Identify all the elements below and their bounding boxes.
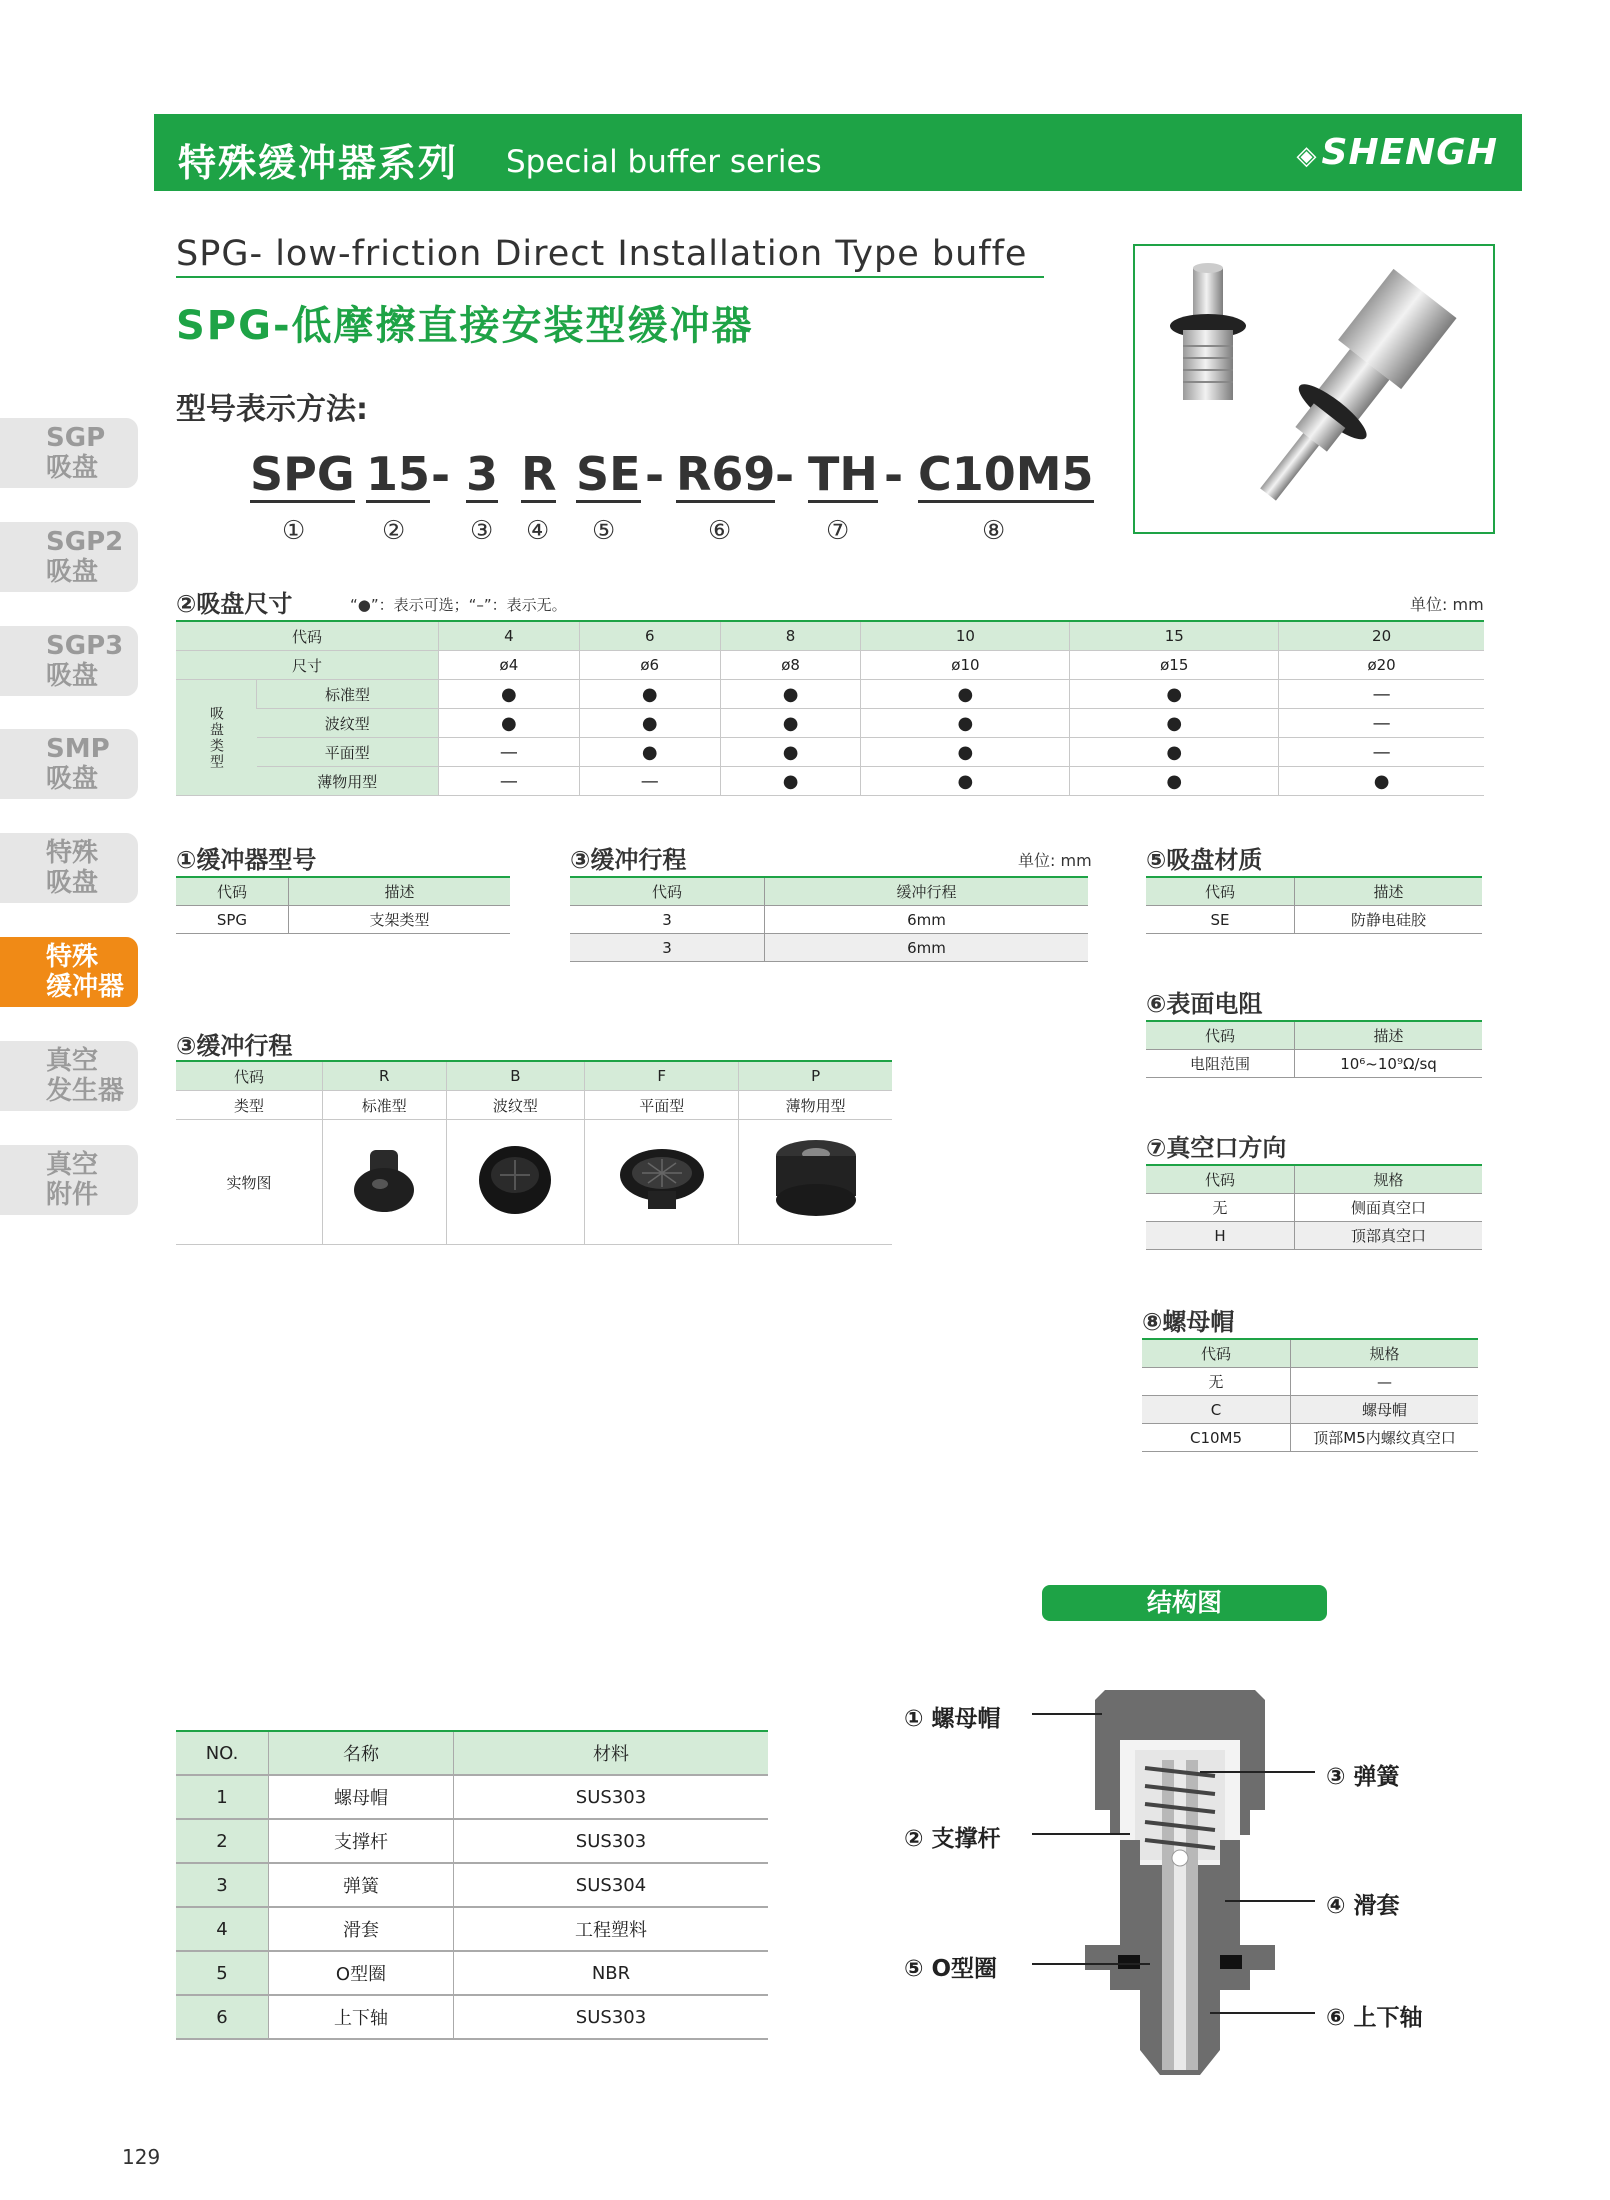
model-code-dash: - — [884, 448, 904, 502]
header-cell: 10 — [861, 621, 1070, 651]
table-cell: — — [439, 738, 580, 767]
table-row — [176, 1951, 768, 1995]
table-row — [176, 1775, 768, 1819]
table-cell: 弹簧 — [269, 1863, 454, 1907]
cup-type-table — [176, 1060, 892, 1245]
header-cell: 代码 — [176, 621, 439, 651]
row-label: 类型 — [176, 1091, 323, 1120]
header-cell: 规格 — [1291, 1339, 1479, 1368]
table-cell: 螺母帽 — [269, 1775, 454, 1819]
cup-material-title: ⑤吸盘材质 — [1146, 846, 1263, 874]
row-label: 尺寸 — [176, 651, 439, 680]
table-cell: ● — [439, 680, 580, 709]
table-cell: 6mm — [765, 906, 1089, 934]
table-cell: SPG — [176, 906, 288, 934]
product-title-cn: SPG-低摩擦直接安装型缓冲器 — [176, 303, 754, 349]
table-cell: 波纹型 — [446, 1091, 585, 1120]
table-cell: 无 — [1142, 1368, 1291, 1396]
side-tab-special-buffer[interactable]: 特殊 缓冲器 — [0, 937, 138, 1007]
header-cell: 4 — [439, 621, 580, 651]
model-code-dash: - — [775, 448, 795, 502]
header-cell: 描述 — [1295, 1021, 1483, 1050]
vacuum-port-title: ⑦真空口方向 — [1146, 1134, 1287, 1162]
header-cell: 代码 — [1146, 1165, 1295, 1194]
table-cell: — — [1279, 738, 1484, 767]
nut-cap-table — [1142, 1338, 1478, 1452]
header-cell: 描述 — [288, 877, 510, 906]
header-cell: 20 — [1279, 621, 1484, 651]
buffer-model-title: ①缓冲器型号 — [176, 846, 317, 874]
table-cell: ● — [579, 709, 720, 738]
table-row — [176, 1995, 768, 2039]
parts-table — [176, 1730, 768, 2040]
header-cell: 代码 — [1142, 1339, 1291, 1368]
table-cell: 3 — [570, 906, 765, 934]
table-cell: — — [1291, 1368, 1479, 1396]
table-cell: ● — [861, 767, 1070, 796]
table-cell: C — [1142, 1396, 1291, 1424]
table-cell: ● — [861, 709, 1070, 738]
table-cell: 螺母帽 — [1291, 1396, 1479, 1424]
table-cell: ● — [439, 709, 580, 738]
stroke-title: ③缓冲行程 — [570, 846, 687, 874]
table-cell: ● — [720, 709, 861, 738]
unit-label: 单位: mm — [1410, 595, 1484, 614]
side-tab-smp[interactable]: SMP 吸盘 — [0, 729, 138, 799]
cup-size-title: ②吸盘尺寸 — [176, 590, 293, 618]
table-cell: ● — [720, 738, 861, 767]
unit-label: 单位: mm — [1018, 851, 1092, 870]
table-row — [176, 1907, 768, 1951]
table-cell: 1 — [176, 1775, 269, 1819]
table-cell: ø6 — [579, 651, 720, 680]
product-title-en: SPG- low-friction Direct Installation Type buffe — [176, 234, 1044, 278]
table-cell: 10⁶~10⁹Ω/sq — [1295, 1050, 1483, 1078]
model-code-cap: C10M5 — [918, 447, 1094, 501]
vacuum-port-table — [1146, 1164, 1482, 1250]
table-cell: 4 — [176, 1907, 269, 1951]
stroke-table — [570, 876, 1088, 962]
table-cell: 上下轴 — [269, 1995, 454, 2039]
row-label: 实物图 — [176, 1120, 323, 1245]
legend-note: “●”：表示可选；“–”：表示无。 — [350, 596, 567, 614]
cup-flat-image — [585, 1120, 739, 1245]
table-cell: 无 — [1146, 1194, 1295, 1222]
header-cell: NO. — [176, 1731, 269, 1775]
model-code-dash: - — [645, 448, 665, 502]
table-cell: ● — [1070, 709, 1279, 738]
marker-4: ④ — [526, 516, 550, 546]
cup-bellows-image — [446, 1120, 585, 1245]
table-cell: ø4 — [439, 651, 580, 680]
table-cell: ● — [1279, 767, 1484, 796]
page-number: 129 — [122, 2145, 161, 2169]
table-cell: 支撑杆 — [269, 1819, 454, 1863]
marker-7: ⑦ — [826, 516, 850, 546]
table-cell: 5 — [176, 1951, 269, 1995]
marker-3: ③ — [470, 516, 494, 546]
model-code-material: SE — [576, 447, 641, 501]
part-label-sleeve: ④ 滑套 — [1326, 1893, 1400, 1919]
row-label: 薄物用型 — [257, 767, 439, 796]
header-cell: 6 — [579, 621, 720, 651]
header-cell: 材料 — [454, 1731, 769, 1775]
table-cell: ● — [579, 738, 720, 767]
header-title-cn: 特殊缓冲器系列 — [178, 141, 459, 185]
header-cell: B — [446, 1061, 585, 1091]
brand-logo: ◈ SHENGH — [1296, 132, 1498, 173]
header-cell: F — [585, 1061, 739, 1091]
table-cell: NBR — [454, 1951, 769, 1995]
table-cell: ● — [1070, 680, 1279, 709]
part-label-shaft: ⑥ 上下轴 — [1326, 2005, 1423, 2031]
table-cell: 3 — [570, 934, 765, 962]
table-cell: 6mm — [765, 934, 1089, 962]
part-label-o-ring: ⑤ O型圈 — [904, 1956, 998, 1982]
model-code-stroke: 3 — [466, 447, 499, 501]
header-cell: 代码 — [1146, 877, 1295, 906]
table-cell: ø10 — [861, 651, 1070, 680]
header-cell: 8 — [720, 621, 861, 651]
marker-2: ② — [382, 516, 406, 546]
table-cell: ø20 — [1279, 651, 1484, 680]
marker-5: ⑤ — [592, 516, 616, 546]
table-cell: ø15 — [1070, 651, 1279, 680]
model-code-cup-type: R — [521, 447, 557, 501]
table-cell: SUS303 — [454, 1995, 769, 2039]
table-cell: — — [579, 767, 720, 796]
row-group-label: 吸盘类型 — [176, 680, 257, 796]
marker-1: ① — [282, 516, 306, 546]
table-cell: SE — [1146, 906, 1295, 934]
table-cell: 3 — [176, 1863, 269, 1907]
side-tab-vacuum-generator[interactable]: 真空 发生器 — [0, 1041, 138, 1111]
table-cell: 侧面真空口 — [1295, 1194, 1483, 1222]
part-label-spring: ③ 弹簧 — [1326, 1764, 1400, 1790]
side-tab-sgp[interactable]: SGP 吸盘 — [0, 418, 138, 488]
table-cell: ● — [1070, 738, 1279, 767]
table-cell: H — [1146, 1222, 1295, 1250]
model-code-series: SPG — [250, 447, 355, 501]
table-cell: ● — [1070, 767, 1279, 796]
model-code-size: 15 — [366, 447, 431, 501]
part-label-nut-cap: ① 螺母帽 — [904, 1706, 1001, 1732]
table-cell: SUS304 — [454, 1863, 769, 1907]
table-cell: ø8 — [720, 651, 861, 680]
table-cell: — — [439, 767, 580, 796]
structure-diagram-label: 结构图 — [1042, 1585, 1327, 1621]
table-cell: C10M5 — [1142, 1424, 1291, 1452]
row-label: 标准型 — [257, 680, 439, 709]
table-cell: 平面型 — [585, 1091, 739, 1120]
table-cell: ● — [861, 738, 1070, 767]
model-code-port: TH — [808, 447, 878, 501]
table-cell: 顶部真空口 — [1295, 1222, 1483, 1250]
model-notation-label: 型号表示方法: — [176, 392, 368, 427]
cup-thin-image — [739, 1120, 892, 1245]
table-cell: 工程塑料 — [454, 1907, 769, 1951]
table-cell: 标准型 — [323, 1091, 447, 1120]
table-cell: 支架类型 — [288, 906, 510, 934]
table-cell: — — [1279, 680, 1484, 709]
part-label-support-rod: ② 支撑杆 — [904, 1826, 1001, 1852]
model-code-dash: - — [431, 448, 451, 502]
header-cell: R — [323, 1061, 447, 1091]
side-tab-sgp3[interactable]: SGP3 吸盘 — [0, 626, 138, 696]
leader-lines — [1020, 1700, 1460, 2040]
side-tab-vacuum-accessory[interactable]: 真空 附件 — [0, 1145, 138, 1215]
table-row — [176, 1819, 768, 1863]
cup-type-title: ③缓冲行程 — [176, 1032, 293, 1060]
product-photo — [1133, 244, 1495, 534]
buffer-model-table — [176, 876, 510, 934]
table-cell: 6 — [176, 1995, 269, 2039]
header-cell: 代码 — [176, 1061, 323, 1091]
table-cell: ● — [720, 680, 861, 709]
cup-standard-image — [323, 1120, 447, 1245]
side-tab-sgp2[interactable]: SGP2 吸盘 — [0, 522, 138, 592]
header-title-en: Special buffer series — [506, 144, 822, 180]
table-cell: 2 — [176, 1819, 269, 1863]
table-cell: 电阻范围 — [1146, 1050, 1295, 1078]
row-label: 波纹型 — [257, 709, 439, 738]
table-cell: O型圈 — [269, 1951, 454, 1995]
header-bar — [154, 114, 1522, 191]
table-cell: SUS303 — [454, 1775, 769, 1819]
model-code-resistance: R69 — [676, 447, 776, 501]
surface-resistance-table — [1146, 1020, 1482, 1078]
header-cell: 名称 — [269, 1731, 454, 1775]
table-cell: ● — [861, 680, 1070, 709]
header-cell: 代码 — [176, 877, 288, 906]
cup-material-table — [1146, 876, 1482, 934]
table-cell: 顶部M5内螺纹真空口 — [1291, 1424, 1479, 1452]
surface-resistance-title: ⑥表面电阻 — [1146, 990, 1263, 1018]
table-row — [176, 1863, 768, 1907]
table-cell: ● — [720, 767, 861, 796]
header-cell: 代码 — [1146, 1021, 1295, 1050]
header-cell: 代码 — [570, 877, 765, 906]
table-cell: — — [1279, 709, 1484, 738]
header-cell: 规格 — [1295, 1165, 1483, 1194]
diamond-icon: ◈ — [1296, 141, 1318, 171]
marker-6: ⑥ — [708, 516, 732, 546]
row-label: 平面型 — [257, 738, 439, 767]
table-cell: 滑套 — [269, 1907, 454, 1951]
table-cell: 防静电硅胶 — [1295, 906, 1483, 934]
cup-size-table — [176, 620, 1484, 796]
nut-cap-title: ⑧螺母帽 — [1142, 1308, 1235, 1336]
table-cell: SUS303 — [454, 1819, 769, 1863]
side-tab-special-cup[interactable]: 特殊 吸盘 — [0, 833, 138, 903]
table-cell: ● — [579, 680, 720, 709]
header-cell: 缓冲行程 — [765, 877, 1089, 906]
table-cell: 薄物用型 — [739, 1091, 892, 1120]
header-cell: 描述 — [1295, 877, 1483, 906]
header-cell: 15 — [1070, 621, 1279, 651]
header-cell: P — [739, 1061, 892, 1091]
marker-8: ⑧ — [982, 516, 1006, 546]
